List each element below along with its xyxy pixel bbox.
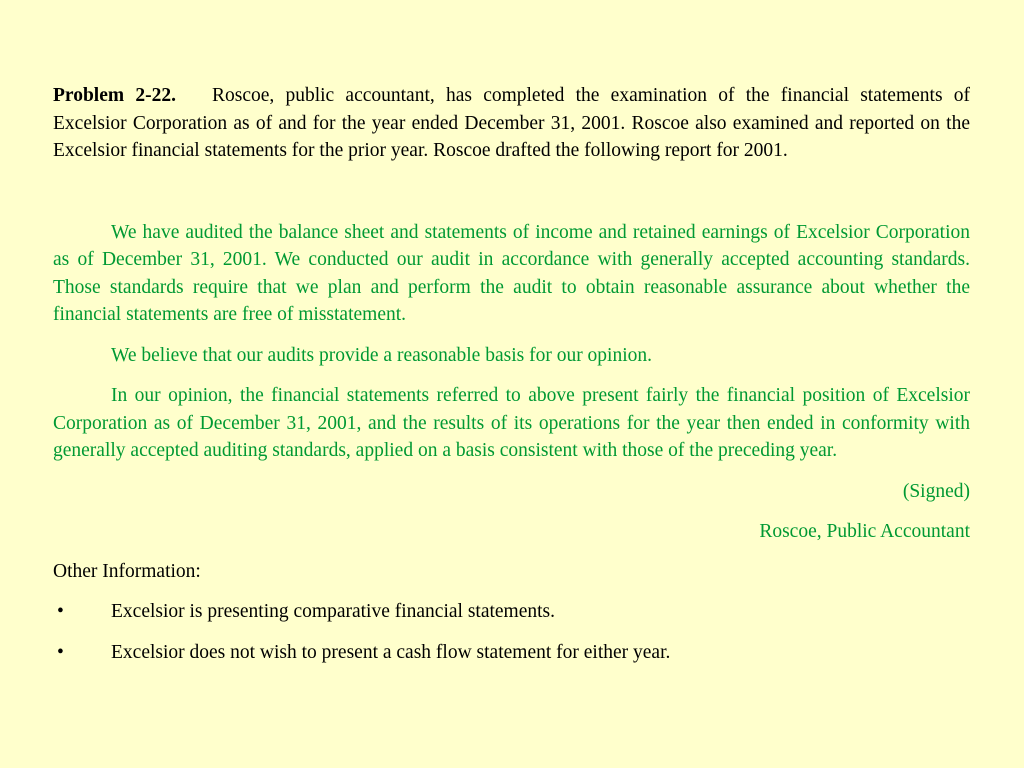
problem-statement [53, 82, 970, 165]
other-information-title: Other Information: [53, 560, 201, 582]
bullet-text: Excelsior does not wish to present a cash flow statement for either year. [111, 641, 671, 663]
list-item [53, 639, 970, 667]
problem-label: Problem 2-22. [53, 85, 176, 106]
bullet-text: Excelsior is presenting comparative financial statements. [111, 601, 556, 622]
report-signer: Roscoe, Public Accountant [759, 521, 970, 542]
bullet-icon: • [57, 601, 64, 622]
report-paragraph-scope: We have audited the balance sheet and statements of income and retained earnings of Excelsior Corporation as of December 31, 2001. We conducted our audit in accordance with generally accepted accounting standards. Those standards require that we plan and perform the audit to obtain reasonable assurance about whether the financial statements are free of misstatement. [53, 221, 970, 325]
problem-text: Roscoe, public accountant, has completed the examination of the financial statements of Excelsior Corporation as of and for the year ended December 31, 2001. Roscoe also examined and reported on the Excelsior financial statements for the prior year. Roscoe drafted the following report for 2001. [53, 85, 970, 161]
report-paragraph-basis: We believe that our audits provide a reasonable basis for our opinion. [111, 344, 653, 366]
report-signed: (Signed) [902, 480, 970, 502]
report-paragraph-opinion: In our opinion, the financial statements referred to above present fairly the financial position of Excelsior Corporation as of December 31, 2001, and the results of its operations for the year then ended in conformity with generally accepted auditing standards, applied on a basis consistent with those of the preceding year. [53, 385, 970, 461]
draft-report [53, 219, 970, 546]
bullet-icon: • [57, 641, 64, 663]
list-item [53, 598, 970, 626]
